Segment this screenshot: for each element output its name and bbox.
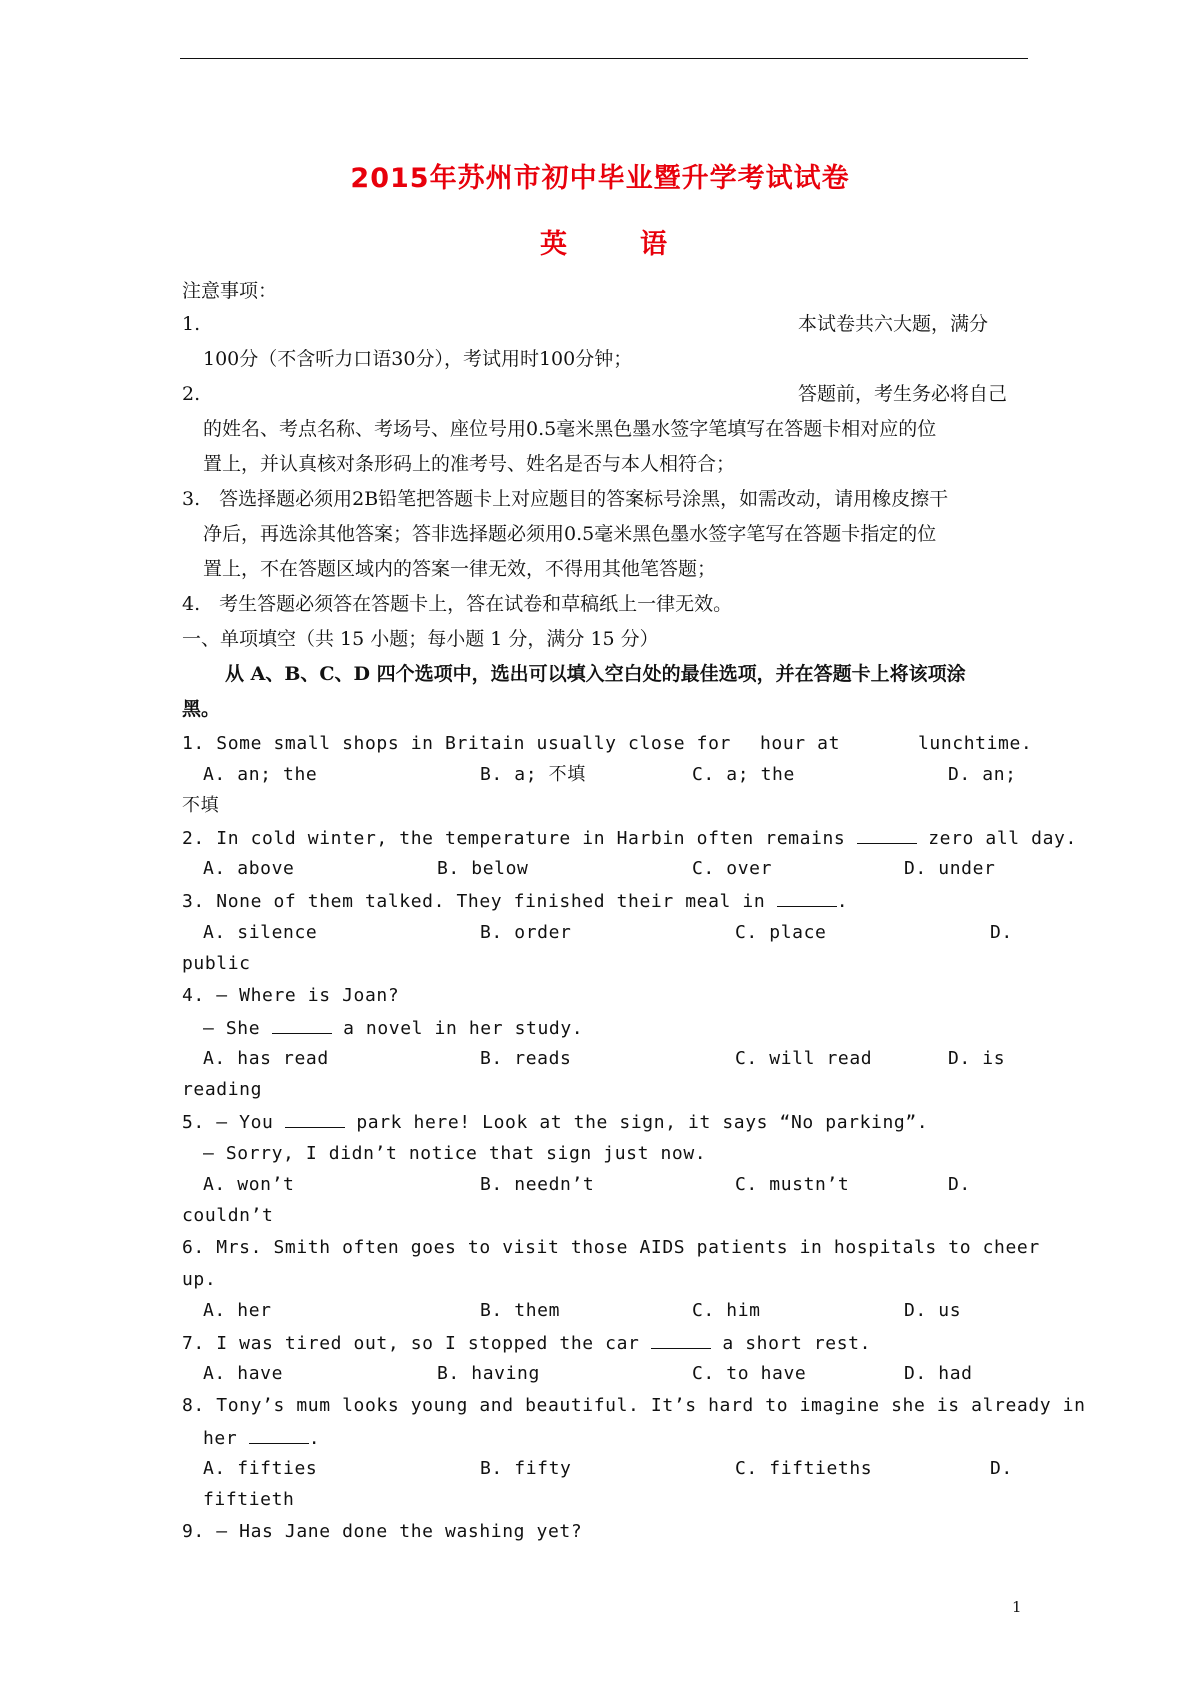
question-4-blank <box>272 1019 332 1034</box>
question-5-option-d[interactable]: D. <box>948 1174 971 1195</box>
question-2-option-d[interactable]: D. under <box>904 858 996 879</box>
question-2-option-c[interactable]: C. over <box>692 858 773 879</box>
note-2-text-cont: 的姓名、考点名称、考场号、座位号用0.5毫米黑色墨水签字笔填写在答题卡相对应的位 <box>203 418 937 440</box>
note-3-text-cont-2: 置上，不在答题区域内的答案一律无效，不得用其他笔答题； <box>203 558 717 580</box>
notes-heading: 注意事项： <box>182 280 278 302</box>
question-1-stem-end: lunchtime. <box>918 733 1033 754</box>
question-4-option-c[interactable]: C. will read <box>735 1048 873 1069</box>
question-4-stem-cont: — She a novel in her study. <box>203 1018 584 1039</box>
question-1-option-b[interactable]: B. a; 不填 <box>480 764 586 785</box>
question-8-option-c[interactable]: C. fiftieths <box>735 1458 873 1479</box>
note-2-text-cont-2: 置上，并认真核对条形码上的准考号、姓名是否与本人相符合； <box>203 453 736 475</box>
section-1-heading: 一、单项填空（共 15 小题；每小题 1 分，满分 15 分） <box>182 628 659 650</box>
note-2-text: 答题前，考生务必将自己 <box>798 383 1008 405</box>
question-8-stem-cont: her . <box>203 1428 321 1449</box>
question-5-option-d-cont: couldn’t <box>182 1205 274 1226</box>
question-4-option-d-cont: reading <box>182 1079 263 1100</box>
section-1-instruction: 从 A、B、C、D 四个选项中，选出可以填入空白处的最佳选项，并在答题卡上将该项涂 <box>225 663 966 685</box>
question-3-stem: 3. None of them talked. They finished their meal in . <box>182 891 849 912</box>
note-3-text-cont: 净后，再选涂其他答案；答非选择题必须用0.5毫米黑色墨水签字笔写在答题卡指定的位 <box>203 523 937 545</box>
note-4-text: 4. 考生答题必须答在答题卡上，答在试卷和草稿纸上一律无效。 <box>182 593 733 615</box>
question-2-option-a[interactable]: A. above <box>203 858 295 879</box>
note-1-text: 本试卷共六大题，满分 <box>798 313 989 335</box>
question-6-option-b[interactable]: B. them <box>480 1300 561 1321</box>
question-1-stem-mid: hour at <box>760 733 841 754</box>
question-8-stem: 8. Tony’s mum looks young and beautiful. It’s hard to imagine she is already in <box>182 1395 1086 1416</box>
note-1-number: 1. <box>182 313 201 335</box>
question-6-stem-cont: up. <box>182 1269 217 1290</box>
question-7-option-d[interactable]: D. had <box>904 1363 973 1384</box>
question-8-option-b[interactable]: B. fifty <box>480 1458 572 1479</box>
question-8-option-d-cont: fiftieth <box>203 1489 295 1510</box>
note-2-number: 2. <box>182 383 201 405</box>
question-8-option-d[interactable]: D. <box>990 1458 1013 1479</box>
exam-title: 2015年苏州市初中毕业暨升学考试试卷 <box>350 163 850 194</box>
question-3-blank <box>777 892 837 907</box>
question-6-option-a[interactable]: A. her <box>203 1300 272 1321</box>
question-5-stem-cont: — Sorry, I didn’t notice that sign just now. <box>203 1143 707 1164</box>
question-4-option-b[interactable]: B. reads <box>480 1048 572 1069</box>
question-8-blank <box>249 1429 309 1444</box>
question-3-option-c[interactable]: C. place <box>735 922 827 943</box>
question-5-option-b[interactable]: B. needn’t <box>480 1174 595 1195</box>
section-1-instruction-cont: 黑。 <box>182 698 221 720</box>
subject-left: 英 <box>540 229 567 260</box>
question-3-option-d-cont: public <box>182 953 251 974</box>
question-6-option-d[interactable]: D. us <box>904 1300 962 1321</box>
question-1-option-d[interactable]: D. an; <box>948 764 1017 785</box>
question-1-option-c[interactable]: C. a; the <box>692 764 795 785</box>
question-7-option-a[interactable]: A. have <box>203 1363 284 1384</box>
note-1-text-cont: 100分（不含听力口语30分），考试用时100分钟； <box>203 348 633 370</box>
question-5-blank <box>285 1113 345 1128</box>
question-7-blank <box>651 1334 711 1349</box>
question-5-option-a[interactable]: A. won’t <box>203 1174 295 1195</box>
question-7-stem: 7. I was tired out, so I stopped the car a short rest. <box>182 1333 872 1354</box>
header-rule <box>180 58 1028 59</box>
question-4-stem: 4. — Where is Joan? <box>182 985 400 1006</box>
question-7-option-b[interactable]: B. having <box>437 1363 540 1384</box>
question-3-option-d[interactable]: D. <box>990 922 1013 943</box>
question-4-option-d[interactable]: D. is <box>948 1048 1006 1069</box>
question-6-stem: 6. Mrs. Smith often goes to visit those AIDS patients in hospitals to cheer <box>182 1237 1040 1258</box>
question-8-option-a[interactable]: A. fifties <box>203 1458 318 1479</box>
question-1-stem: 1. Some small shops in Britain usually close for <box>182 733 731 754</box>
question-2-blank <box>857 829 917 844</box>
page-number: 1 <box>1012 1598 1022 1616</box>
note-3-text: 3. 答选择题必须用2B铅笔把答题卡上对应题目的答案标号涂黑，如需改动，请用橡皮擦干 <box>182 488 949 510</box>
question-1-option-a[interactable]: A. an; the <box>203 764 318 785</box>
question-3-option-b[interactable]: B. order <box>480 922 572 943</box>
question-2-stem: 2. In cold winter, the temperature in Harbin often remains zero all day. <box>182 828 1077 849</box>
question-4-option-a[interactable]: A. has read <box>203 1048 329 1069</box>
question-3-option-a[interactable]: A. silence <box>203 922 318 943</box>
subject-right: 语 <box>640 229 667 260</box>
question-5-option-c[interactable]: C. mustn’t <box>735 1174 850 1195</box>
question-6-option-c[interactable]: C. him <box>692 1300 761 1321</box>
question-5-stem: 5. — You park here! Look at the sign, it says “No parking”. <box>182 1112 929 1133</box>
question-7-option-c[interactable]: C. to have <box>692 1363 807 1384</box>
question-9-stem: 9. — Has Jane done the washing yet? <box>182 1521 583 1542</box>
question-2-option-b[interactable]: B. below <box>437 858 529 879</box>
question-1-option-d-cont: 不填 <box>182 795 220 816</box>
